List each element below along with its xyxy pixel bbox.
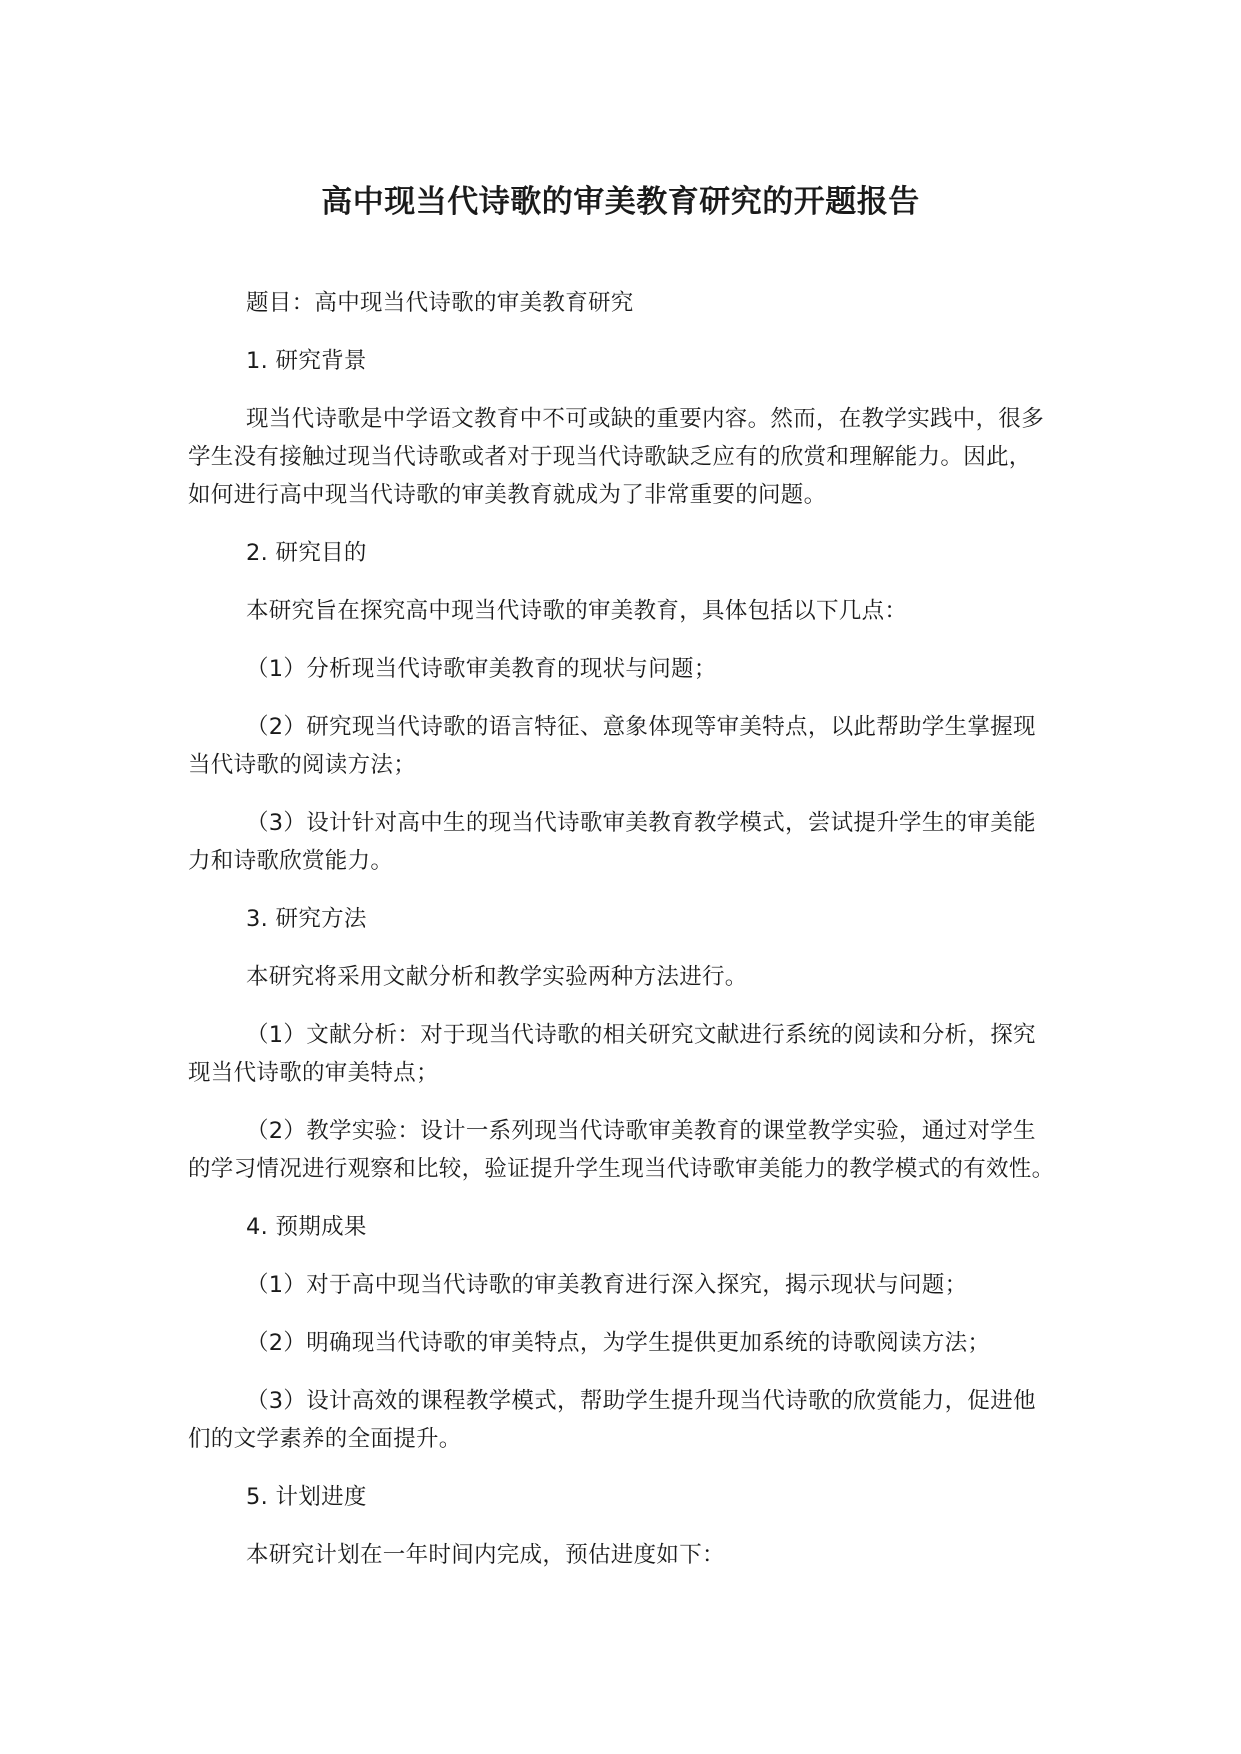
list-item-line: （1）对于高中现当代诗歌的审美教育进行深入探究，揭示现状与问题；	[246, 1272, 968, 1298]
paragraph-line: 本研究旨在探究高中现当代诗歌的审美教育，具体包括以下几点：	[246, 598, 908, 624]
list-item-line: （2）明确现当代诗歌的审美特点，为学生提供更加系统的诗歌阅读方法；	[246, 1330, 991, 1356]
section-heading: 4. 预期成果	[246, 1214, 367, 1240]
list-item-line: （1）分析现当代诗歌审美教育的现状与问题；	[246, 656, 717, 682]
list-item-line: （2）教学实验：设计一系列现当代诗歌审美教育的课堂教学实验，通过对学生	[246, 1118, 1036, 1144]
paragraph-line: 学生没有接触过现当代诗歌或者对于现当代诗歌缺乏应有的欣赏和理解能力。因此，	[188, 444, 1032, 470]
topic-line: 题目：高中现当代诗歌的审美教育研究	[246, 290, 634, 316]
list-item-line: （2）研究现当代诗歌的语言特征、意象体现等审美特点，以此帮助学生掌握现	[246, 714, 1036, 740]
list-item-line: 的学习情况进行观察和比较，验证提升学生现当代诗歌审美能力的教学模式的有效性。	[188, 1156, 1055, 1182]
list-item-line: （3）设计高效的课程教学模式，帮助学生提升现当代诗歌的欣赏能力，促进他	[246, 1388, 1036, 1414]
list-item-line: （3）设计针对高中生的现当代诗歌审美教育教学模式，尝试提升学生的审美能	[246, 810, 1036, 836]
section-heading: 3. 研究方法	[246, 906, 367, 932]
section-heading: 1. 研究背景	[246, 348, 367, 374]
paragraph-line: 如何进行高中现当代诗歌的审美教育就成为了非常重要的问题。	[188, 482, 827, 508]
section-heading: 5. 计划进度	[246, 1484, 367, 1510]
list-item-line: 当代诗歌的阅读方法；	[188, 752, 417, 778]
document-title: 高中现当代诗歌的审美教育研究的开题报告	[321, 184, 920, 220]
list-item-line: 力和诗歌欣赏能力。	[188, 848, 394, 874]
list-item-line: 现当代诗歌的审美特点；	[188, 1060, 439, 1086]
paragraph-line: 本研究将采用文献分析和教学实验两种方法进行。	[246, 964, 748, 990]
section-heading: 2. 研究目的	[246, 540, 367, 566]
list-item-line: 们的文学素养的全面提升。	[188, 1426, 462, 1452]
list-item-line: （1）文献分析：对于现当代诗歌的相关研究文献进行系统的阅读和分析，探究	[246, 1022, 1036, 1048]
paragraph-line: 本研究计划在一年时间内完成，预估进度如下：	[246, 1542, 725, 1568]
paragraph-line: 现当代诗歌是中学语文教育中不可或缺的重要内容。然而，在教学实践中，很多	[246, 406, 1045, 432]
